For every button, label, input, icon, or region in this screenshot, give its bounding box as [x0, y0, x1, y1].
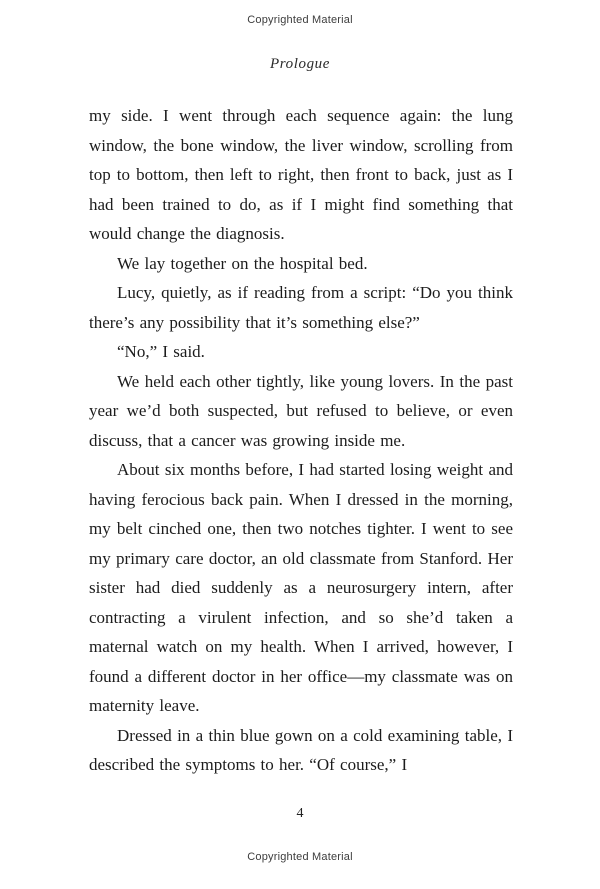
page-number: 4	[296, 806, 304, 821]
paragraph: Lucy, quietly, as if reading from a script: “Do you think there’s any possibility that it’s something else?”	[89, 283, 513, 332]
paragraph: We held each other tightly, like young lovers. In the past year we’d both suspected, but refused to believe, or even discuss, that a cancer was growing inside me.	[89, 371, 513, 450]
body-text	[89, 101, 513, 780]
chapter-running-head: Prologue	[269, 56, 331, 72]
paragraph: About six months before, I had started losing weight and having ferocious back pain. When I dressed in the morning, my belt cinched one, then two notches tighter. I went to see my primary care doctor, an old classmate from Stanford. Her sister had died suddenly as a neurosurgery intern, after contracting a virulent infection, and so she’d taken a maternal watch on my health. When I arrived, however, I found a different doctor in her office—my classmate was on maternity leave.	[89, 460, 513, 715]
paragraph: Dressed in a thin blue gown on a cold examining table, I described the symptoms to her. “Of course,” I	[89, 725, 513, 774]
copyright-notice-top: Copyrighted Material	[247, 14, 353, 26]
paragraph: We lay together on the hospital bed.	[117, 253, 368, 273]
paragraph: my side. I went through each sequence again: the lung window, the bone window, the liver window, scrolling from top to bottom, then left to right, then front to back, just as I had been trained to do, as if I might find something that would change the diagnosis.	[89, 106, 513, 243]
copyright-notice-bottom: Copyrighted Material	[247, 851, 353, 863]
paragraph: “No,” I said.	[117, 342, 205, 361]
